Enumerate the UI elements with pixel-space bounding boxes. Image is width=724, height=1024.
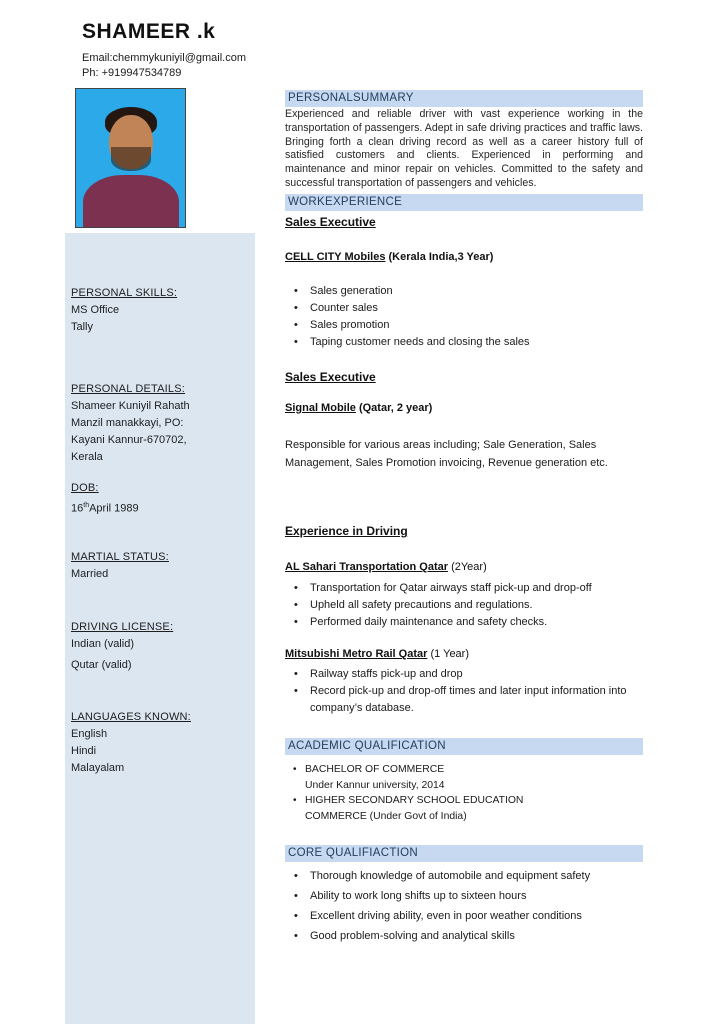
photo-beard	[111, 147, 151, 171]
bullet-text: Sales generation	[310, 285, 393, 297]
detail-line: Kayani Kannur-670702,	[71, 434, 187, 446]
personal-summary-text: Experienced and reliable driver with vast experience working in the transportation of passengers. Adept in safe driving practices and traffic laws. Bringing forth a clean driving record as well as a career history full of satisfied customers and clients. Experienced in performing and maintenance and minor repair on vehicles. Committed to the safety and successful transportation of passengers and vehicles.	[285, 108, 643, 189]
academic-list	[285, 762, 643, 824]
list-item	[285, 283, 643, 300]
list-item	[285, 334, 643, 351]
company-name: CELL CITY Mobiles	[285, 251, 386, 263]
marital-value: Married	[71, 568, 109, 580]
detail-line: Shameer Kuniyil Rahath	[71, 400, 190, 412]
section-dob	[71, 480, 251, 518]
qualification-title: BACHELOR OF COMMERCE	[305, 764, 445, 775]
section-title: PERSONAL DETAILS:	[71, 383, 186, 395]
personal-summary-header: PERSONALSUMMARY	[285, 90, 643, 107]
dob-rest: April 1989	[89, 502, 139, 515]
dob-day: 16	[71, 502, 84, 515]
detail-line: Manzil manakkayi, PO:	[71, 417, 184, 429]
academic-qualification-header: ACADEMIC QUALIFICATION	[285, 738, 643, 755]
driving-experience-heading: Experience in Driving	[285, 524, 408, 538]
list-item	[285, 666, 643, 683]
list-item	[285, 317, 643, 334]
bullet-text: Taping customer needs and closing the sales	[310, 336, 530, 348]
list-item	[285, 597, 643, 614]
job-bullet-list	[285, 283, 643, 351]
section-title: DOB:	[71, 482, 99, 494]
job-company-line	[285, 251, 643, 263]
section-title: LANGUAGES KNOWN:	[71, 711, 191, 723]
phone-line: Ph: +919947534789	[82, 67, 182, 79]
bullet-text: Record pick-up and drop-off times and later input information into company’s database.	[310, 685, 627, 714]
person-name: SHAMEER .k	[82, 20, 216, 43]
list-item	[285, 906, 643, 926]
sidebar	[65, 233, 255, 1024]
section-title: MARTIAL STATUS:	[71, 551, 169, 563]
job-company-line	[285, 402, 643, 414]
bullet-text: Upheld all safety precautions and regulations.	[310, 599, 533, 611]
list-item	[285, 886, 643, 906]
job-role: Sales Executive	[285, 370, 376, 384]
bullet-text: Good problem-solving and analytical skills	[310, 930, 515, 942]
job-company-line	[285, 648, 643, 660]
bullet-text: Sales promotion	[310, 319, 390, 331]
dob-value	[71, 497, 251, 518]
skill-item: Tally	[71, 321, 94, 333]
list-item	[285, 683, 643, 717]
company-meta: (2Year)	[448, 561, 487, 573]
list-item	[285, 866, 643, 886]
core-qualification-list	[285, 866, 643, 946]
bullet-text: Transportation for Qatar airways staff pick-up and drop-off	[310, 582, 592, 594]
profile-photo	[75, 88, 186, 228]
company-meta: (Kerala India,3 Year)	[385, 251, 494, 263]
qualification-detail: COMMERCE (Under Govt of India)	[305, 810, 467, 822]
bullet-text: Thorough knowledge of automobile and equipment safety	[310, 870, 591, 882]
company-meta: (1 Year)	[427, 648, 470, 660]
dob-suffix: th	[83, 502, 90, 509]
section-title: DRIVING LICENSE:	[71, 621, 174, 633]
section-languages	[71, 709, 251, 777]
section-marital-status	[71, 549, 251, 583]
core-qualification-header: CORE QUALIFIACTION	[285, 845, 643, 862]
job-role: Sales Executive	[285, 215, 376, 229]
section-personal-details	[71, 381, 251, 466]
qualification-title: HIGHER SECONDARY SCHOOL EDUCATION	[305, 795, 524, 806]
company-name: Mitsubishi Metro Rail Qatar	[285, 648, 428, 660]
list-item	[285, 926, 643, 946]
company-name: AL Sahari Transportation Qatar	[285, 561, 449, 573]
section-title: PERSONAL SKILLS:	[71, 287, 178, 299]
language-item: Malayalam	[71, 762, 125, 774]
list-item	[285, 614, 643, 631]
email-line: Email:chemmykuniyil@gmail.com	[82, 52, 246, 64]
section-driving-license	[71, 619, 251, 678]
company-name: Signal Mobile	[285, 402, 356, 414]
job-bullet-list	[285, 580, 643, 631]
section-personal-skills	[71, 285, 251, 336]
bullet-text: Counter sales	[310, 302, 378, 314]
language-item: Hindi	[71, 745, 97, 757]
list-item	[285, 580, 643, 597]
bullet-text: Excellent driving ability, even in poor weather conditions	[310, 910, 582, 922]
skill-item: MS Office	[71, 304, 120, 316]
list-item	[285, 300, 643, 317]
work-experience-header: WORKEXPERIENCE	[285, 194, 643, 211]
license-item: Indian (valid)	[71, 638, 134, 650]
job-bullet-list	[285, 666, 643, 717]
company-meta: (Qatar, 2 year)	[355, 402, 433, 414]
list-item	[285, 793, 643, 824]
list-item	[285, 762, 643, 793]
language-item: English	[71, 728, 108, 740]
bullet-text: Ability to work long shifts up to sixteen hours	[310, 890, 527, 902]
photo-shirt	[83, 175, 179, 228]
detail-line: Kerala	[71, 451, 103, 463]
qualification-detail: Under Kannur university, 2014	[305, 779, 445, 791]
bullet-text: Performed daily maintenance and safety checks.	[310, 616, 548, 628]
job-description: Responsible for various areas including; Sale Generation, Sales Management, Sales Promotion invoicing, Revenue generation etc.	[285, 439, 608, 469]
job-company-line	[285, 561, 643, 573]
license-item: Qutar (valid)	[71, 659, 132, 671]
bullet-text: Railway staffs pick-up and drop	[310, 668, 463, 680]
